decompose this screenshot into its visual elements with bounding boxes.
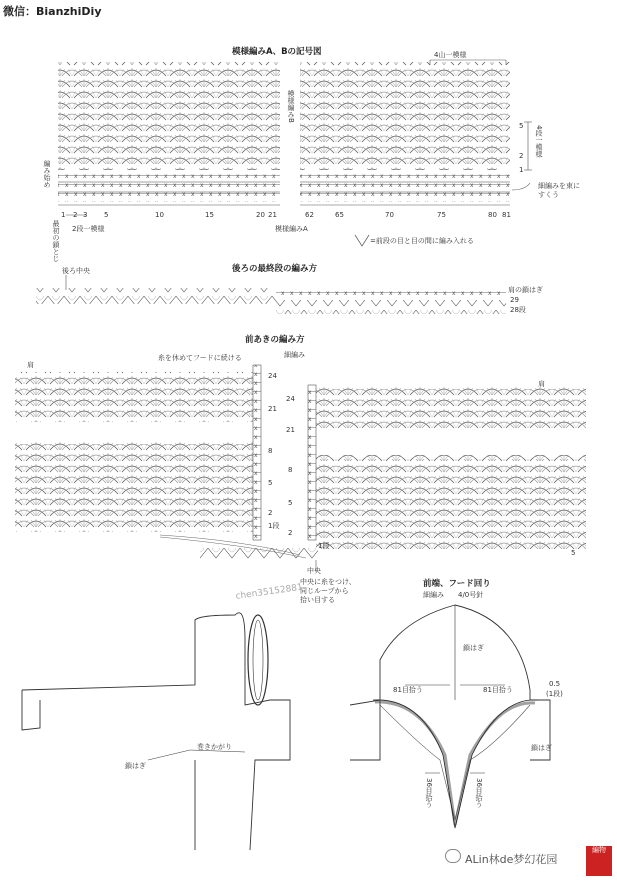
footer-brand: ALin林de梦幻花园 [465, 853, 558, 866]
legend-text: =前段の目と目の間に編み入れる [370, 237, 474, 245]
right-row-5: 5 [288, 499, 293, 507]
left-row-5: 5 [268, 479, 273, 487]
front-sc-column [253, 365, 316, 540]
seal-stamp: 編物 [586, 846, 612, 876]
front-right-lower [316, 455, 586, 550]
row-29-label: 29 [510, 296, 519, 304]
stitch-num: 21 [268, 211, 277, 219]
wechat-icon [445, 849, 461, 863]
left-row-1: 1段 [268, 522, 280, 530]
front-left-lower [15, 440, 253, 532]
stitch-num: 20 [256, 211, 265, 219]
mountain-label: 4山一模様 [434, 51, 467, 59]
pick36-left: 36目拾う [425, 778, 433, 808]
right-row-2: 2 [288, 529, 293, 537]
back-center-label: 後ろ中央 [62, 267, 90, 275]
pick81-right: 81目拾う [483, 686, 513, 694]
stitch-num: 1 [61, 211, 66, 219]
front-right-upper [316, 385, 586, 430]
left-row-8: 8 [268, 447, 273, 455]
right-row-8: 8 [288, 466, 293, 474]
right-edge-row-5: 5 [571, 549, 576, 557]
title-chart-ab: 模様編みA、Bの記号図 [232, 47, 322, 57]
hook-label: 4/0号針 [458, 591, 484, 599]
title-back-last: 後ろの最終段の編み方 [232, 264, 318, 274]
hood-sc-label: 細編み [423, 591, 444, 599]
pattern-b-label: 模様編みB [287, 90, 295, 123]
pattern-a-label: 模様編みA [275, 225, 308, 233]
stitch-num: 80 [488, 211, 497, 219]
stitch-num: 70 [385, 211, 394, 219]
left-row-21: 21 [268, 405, 277, 413]
stitch-num: 10 [155, 211, 164, 219]
chain-join-right: 鎖はぎ [531, 744, 552, 752]
join-note-3: 拾い目する [300, 596, 335, 604]
round-close-label: 最初の鎖とじ [52, 220, 60, 262]
row-28-label: 28段 [510, 306, 526, 314]
shoulder-right-label: 肩 [538, 380, 545, 388]
join-note-2: 同じループから [300, 587, 349, 595]
front-center-arc [160, 535, 318, 572]
sweater-sketch [22, 613, 290, 850]
chain-join-left: 鎖はぎ [125, 762, 146, 770]
pick36-right: 36目拾う [475, 778, 483, 808]
row-mark-5: 5 [519, 122, 524, 130]
shoulder-join-label: 肩の鎖はぎ [508, 286, 543, 294]
chart-ab-left [58, 62, 280, 202]
front-left-upper [15, 372, 253, 422]
four-rows-label: 4段一模様 [535, 125, 543, 158]
right-row-24: 24 [286, 395, 295, 403]
stitch-num: 62 [305, 211, 314, 219]
start-label: 編み始め [43, 160, 51, 188]
rest-yarn-label: 糸を休めてフードに続ける [158, 354, 242, 362]
right-row-1: 1段 [318, 542, 330, 550]
stitch-num: 81 [502, 211, 511, 219]
row-mark-2: 2 [519, 152, 524, 160]
two-rows-label: 2段一模様 [72, 225, 105, 233]
row-mark-1: 1 [519, 166, 524, 174]
stitch-num: 75 [437, 211, 446, 219]
chart-ab-right [300, 62, 510, 202]
sc-label: 細編み [284, 351, 305, 359]
stitch-num: 3 [83, 211, 88, 219]
stitch-num: 15 [205, 211, 214, 219]
left-row-24: 24 [268, 372, 277, 380]
left-row-2: 2 [268, 509, 273, 517]
chain-join-top: 鎖はぎ [463, 644, 484, 652]
shoulder-left-label: 肩 [27, 361, 34, 369]
url-watermark: chen35152881 [235, 582, 304, 602]
stitch-num: 65 [335, 211, 344, 219]
join-note-1: 中央に糸をつけ、 [300, 578, 356, 586]
bundle-note: 細編みを束にすくう [538, 182, 580, 199]
stitch-num: 5 [104, 211, 109, 219]
legend-icon [355, 235, 369, 246]
one-row: (1段) [546, 690, 563, 698]
back-last-row [36, 275, 506, 314]
watermark: 微信：BianzhiDiy [3, 5, 102, 18]
right-row-21: 21 [286, 426, 295, 434]
whip-stitch-label: 巻きかがり [197, 743, 232, 751]
center-label: 中央 [307, 567, 321, 575]
half-cm: 0.5 [549, 680, 561, 688]
title-hood: 前端、フード回り [423, 579, 491, 589]
stitch-num: 2 [73, 211, 78, 219]
hood-sketch [350, 605, 550, 828]
pick81-left: 81目拾う [393, 686, 423, 694]
title-front-opening: 前あきの編み方 [245, 335, 305, 345]
